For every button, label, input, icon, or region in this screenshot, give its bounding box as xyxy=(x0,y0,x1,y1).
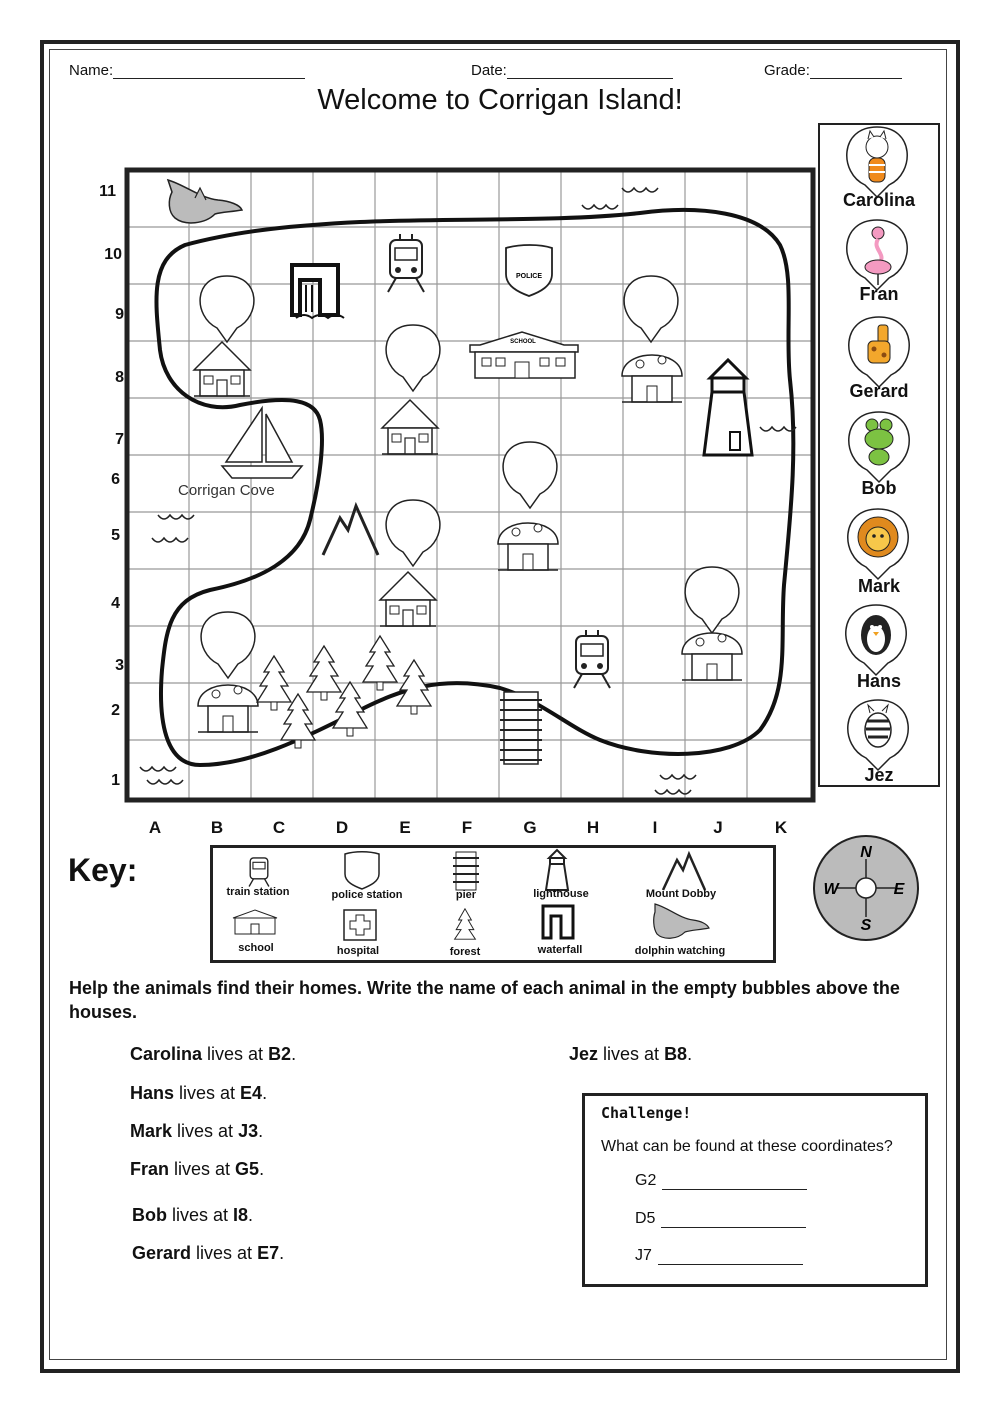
column-label: A xyxy=(148,818,162,837)
animal-name-jez: Jez xyxy=(864,765,894,785)
clue-carolina: Carolina lives at B2. xyxy=(130,1044,297,1064)
school-icon xyxy=(233,910,277,934)
column-label: E xyxy=(399,818,411,837)
key-label-police-station: police station xyxy=(331,889,403,901)
waterfall-icon xyxy=(543,906,573,938)
row-label: 5 xyxy=(111,527,120,544)
clue-mark: Mark lives at J3. xyxy=(130,1121,264,1141)
key-label-school: school xyxy=(238,942,274,954)
mountain-icon xyxy=(663,854,705,890)
clue-gerard: Gerard lives at E7. xyxy=(132,1243,285,1263)
dolphin-icon xyxy=(654,904,709,938)
name-label: Name: xyxy=(69,62,114,79)
column-label: K xyxy=(774,818,788,837)
challenge-title: Challenge! xyxy=(601,1104,692,1122)
clue-bob: Bob lives at I8. xyxy=(132,1205,254,1225)
challenge-question: What can be found at these coordinates? xyxy=(601,1138,893,1155)
map-key xyxy=(210,845,776,963)
train-icon xyxy=(249,858,269,887)
flamingo-icon xyxy=(847,220,907,290)
animal-name-hans: Hans xyxy=(856,671,901,691)
tree-icon xyxy=(455,909,476,939)
column-label: F xyxy=(461,818,473,837)
answer-blank[interactable] xyxy=(662,1175,807,1190)
animal-name-bob: Bob xyxy=(861,478,897,498)
pier-icon xyxy=(453,852,479,890)
date-label: Date: xyxy=(471,62,507,79)
key-heading: Key: xyxy=(68,852,138,888)
challenge-answer-2[interactable] xyxy=(635,1210,806,1228)
challenge-coord: D5 xyxy=(635,1210,656,1227)
waterfall-icon xyxy=(292,265,344,318)
challenge-coord: G2 xyxy=(635,1172,657,1189)
lion-icon xyxy=(848,509,908,579)
hospital-icon xyxy=(344,910,376,940)
compass-n: N xyxy=(860,844,872,861)
instructions: Help the animals find their homes. Write the name of each animal in the empty bubbles above the houses. xyxy=(69,978,900,1022)
animal-name-gerard: Gerard xyxy=(849,381,909,401)
page-title: Welcome to Corrigan Island! xyxy=(317,84,683,116)
lighthouse-icon xyxy=(546,850,568,890)
column-label: C xyxy=(272,818,286,837)
key-label-train-station: train station xyxy=(226,886,290,898)
key-label-hospital: hospital xyxy=(336,945,380,957)
answer-blank[interactable] xyxy=(658,1250,803,1265)
giraffe-icon xyxy=(849,317,909,387)
row-label: 9 xyxy=(115,306,124,323)
key-label-forest: forest xyxy=(449,946,481,958)
compass-s: S xyxy=(860,917,872,934)
row-label: 1 xyxy=(111,772,120,789)
key-label-mount-dobby: Mount Dobby xyxy=(645,888,717,900)
animal-name-fran: Fran xyxy=(859,284,899,304)
row-label: 4 xyxy=(111,595,120,612)
column-label: I xyxy=(652,818,658,837)
police-sign-text: POLICE xyxy=(515,273,543,280)
row-label: 3 xyxy=(115,657,124,674)
row-label: 2 xyxy=(111,702,120,719)
column-label: D xyxy=(335,818,349,837)
police-badge-icon xyxy=(345,852,379,889)
animal-name-mark: Mark xyxy=(857,576,901,596)
compass-e: E xyxy=(893,881,905,898)
compass-rose xyxy=(811,835,921,945)
compass-w: W xyxy=(823,881,839,898)
challenge-box xyxy=(582,1093,928,1287)
key-label-pier: pier xyxy=(455,889,477,901)
challenge-answer-3[interactable] xyxy=(635,1247,803,1265)
column-label: H xyxy=(586,818,600,837)
clue-hans: Hans lives at E4. xyxy=(130,1083,268,1103)
grade-label: Grade: xyxy=(764,62,810,79)
frog-icon xyxy=(849,412,909,482)
challenge-coord: J7 xyxy=(635,1247,652,1264)
clue-fran: Fran lives at G5. xyxy=(130,1159,265,1179)
penguin-icon xyxy=(846,605,906,675)
challenge-answer-1[interactable] xyxy=(635,1172,807,1190)
row-label: 8 xyxy=(115,369,124,386)
school-sign-text: SCHOOL xyxy=(510,339,536,345)
zebra-icon xyxy=(848,700,908,770)
key-label-dolphin-watching: dolphin watching xyxy=(634,945,726,957)
animal-name-carolina: Carolina xyxy=(842,190,916,210)
key-label-waterfall: waterfall xyxy=(537,944,583,956)
column-label: G xyxy=(523,818,537,837)
police-badge-icon xyxy=(506,245,552,296)
row-label: 7 xyxy=(115,431,124,448)
answer-blank[interactable] xyxy=(661,1213,806,1228)
clue-jez: Jez lives at B8. xyxy=(569,1044,693,1064)
pier-icon xyxy=(500,692,542,764)
row-label: 10 xyxy=(104,246,122,263)
animal-roster xyxy=(818,123,940,787)
column-label: J xyxy=(713,818,723,837)
cat-icon xyxy=(847,127,907,197)
cove-label: Corrigan Cove xyxy=(178,482,275,499)
row-label: 6 xyxy=(111,471,120,488)
column-label: B xyxy=(210,818,224,837)
row-label: 11 xyxy=(99,183,116,200)
key-label-lighthouse: lighthouse xyxy=(533,888,589,900)
